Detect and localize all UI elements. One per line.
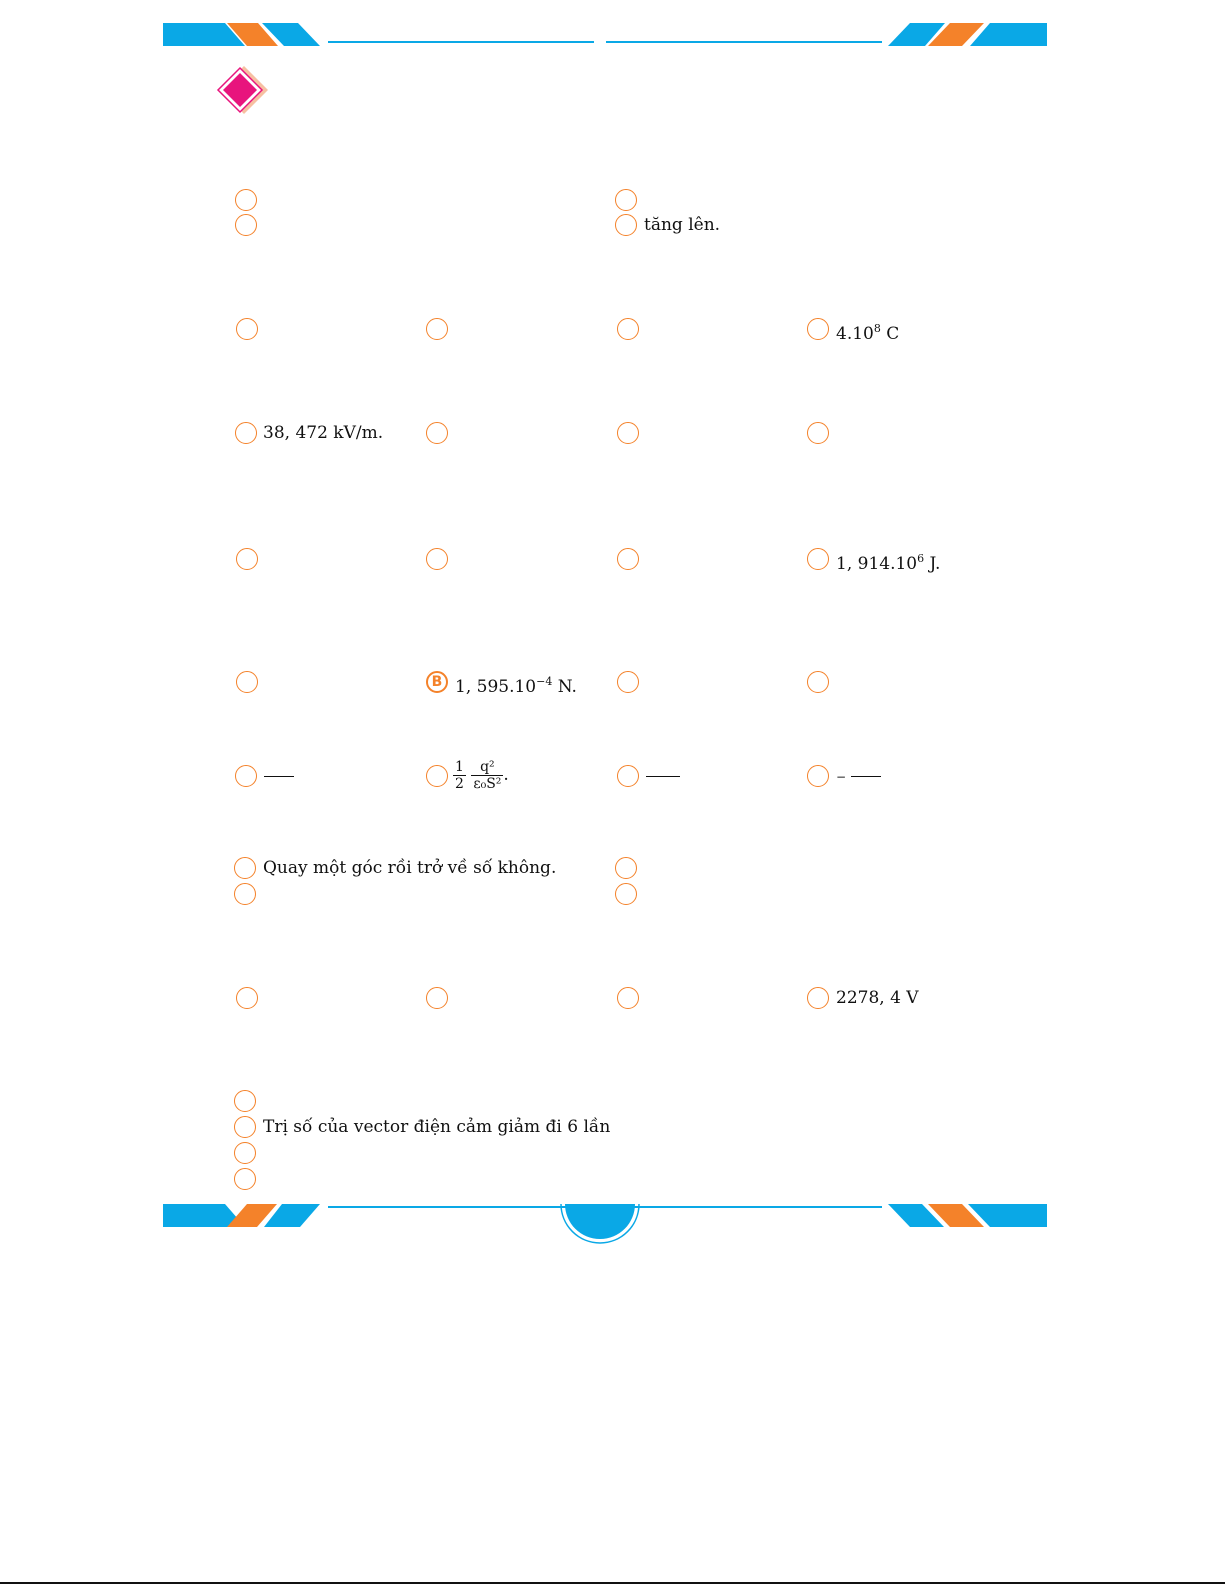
option-bubble[interactable] [807,422,829,444]
option-text: 1, $595.10^{-4}$ N. [455,675,577,697]
option-text: 2278, 4 V [836,988,919,1008]
option-bubble[interactable] [807,765,829,787]
option-bubble[interactable] [617,671,639,693]
option-bubble[interactable] [617,318,639,340]
option-bubble[interactable] [235,189,257,211]
option-bubble[interactable] [807,987,829,1009]
option-bubble[interactable] [615,857,637,879]
option-bubble[interactable] [234,1090,256,1112]
option-bubble[interactable] [617,422,639,444]
option-bubble[interactable] [236,671,258,693]
option-bubble[interactable] [426,765,448,787]
formula-fragment [646,765,680,787]
option-bubble[interactable] [615,189,637,211]
option-bubble[interactable] [615,883,637,905]
option-bubble[interactable] [236,548,258,570]
option-bubble[interactable] [234,883,256,905]
formula-fragment: − [836,765,881,788]
option-bubble[interactable] [426,987,448,1009]
option-bubble[interactable] [426,422,448,444]
section-diamond-icon [212,62,268,118]
formula-fragment [264,765,294,787]
option-bubble[interactable] [426,318,448,340]
option-bubble[interactable] [807,671,829,693]
option-bubble[interactable] [235,765,257,787]
option-bubble[interactable] [807,548,829,570]
option-bubble[interactable] [236,987,258,1009]
option-bubble[interactable] [234,857,256,879]
option-bubble[interactable] [236,318,258,340]
option-bubble[interactable] [617,987,639,1009]
option-bubble[interactable] [426,548,448,570]
option-bubble[interactable] [234,1116,256,1138]
option-text: 4.10$^8$ C [836,322,900,344]
option-bubble[interactable] [234,1168,256,1190]
option-bubble[interactable] [807,318,829,340]
page-bottom-border [0,1582,1225,1584]
option-text: 38, 472 kV/m. [263,423,384,443]
option-bubble[interactable] [617,765,639,787]
formula: $\frac{1}{2}$ $\frac{\text{q²}}{\text{ε₀S²}}$ . [455,759,509,792]
option-bubble[interactable] [617,548,639,570]
option-bubble[interactable] [235,214,257,236]
option-bubble[interactable] [615,214,637,236]
option-text: tăng lên. [644,215,721,235]
footer-banner [0,1195,1225,1250]
selected-option-bubble[interactable]: B [426,671,448,693]
option-text: Quay một góc rồi trở về số không. [263,858,557,878]
option-text: Trị số của vector điện cảm giảm đi 6 lần [263,1117,611,1137]
option-bubble[interactable] [235,422,257,444]
option-bubble[interactable] [234,1142,256,1164]
option-text: 1, 914.10$^6$ J. [836,552,941,574]
header-banner [0,0,1225,60]
